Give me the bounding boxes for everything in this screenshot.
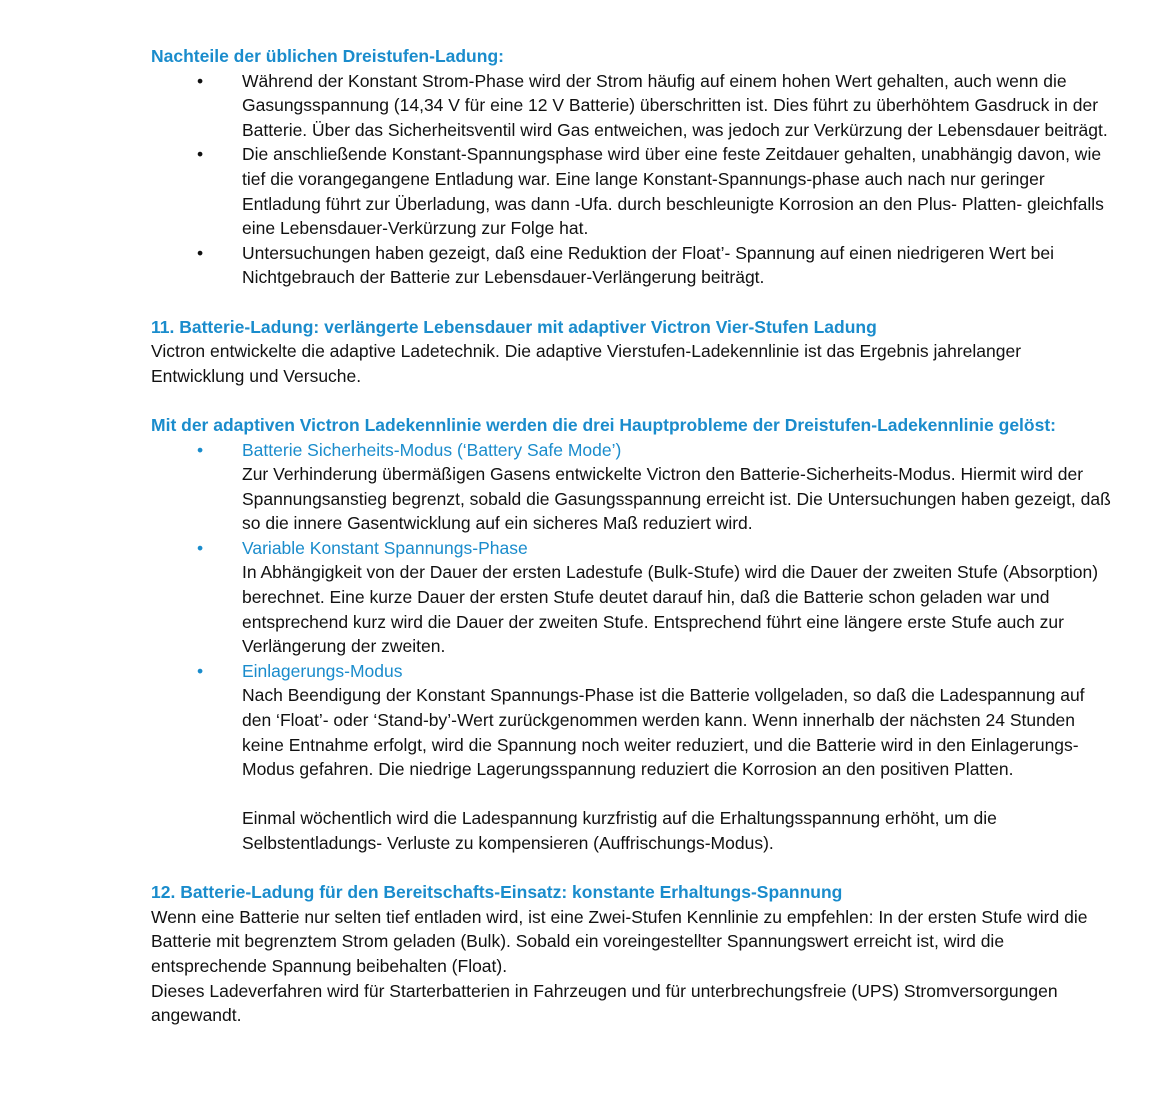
item-text: Nach Beendigung der Konstant Spannungs-Phase ist die Batterie vollgeladen, so daß die Ladespannung auf den ‘Float’- oder ‘Stand-by’-Wert zurückgenommen werden kann. Wenn innerhalb der nächsten 24 Stunden keine Entnahme erfolgt, wird die Spannung noch weiter reduziert, und die Batterie wird in den Einlagerungs-Modus gefahren. Die niedrige Lagerungsspannung reduziert die Korrosion an den positiven Platten.	[242, 685, 1085, 780]
item-text-2: Einmal wöchentlich wird die Ladespannung kurzfristig auf die Erhaltungsspannung erhöht, um die Selbstentladungs- Verluste zu kompensieren (Auffrischungs-Modus).	[242, 808, 997, 853]
section-12-text: Wenn eine Batterie nur selten tief entladen wird, ist eine Zwei-Stufen Kennlinie zu empfehlen: In der ersten Stufe wird die Batterie mit begrenztem Strom geladen (Bulk). Sobald ein voreingestellter Spannungswert erreicht ist, wird die entsprechende Spannung beibehalten (Float).	[151, 906, 1088, 976]
bullet-icon: •	[197, 144, 204, 165]
section-11-text: Victron entwickelte die adaptive Ladetechnik. Die adaptive Vierstufen-Ladekennlinie ist das Ergebnis jahrelanger Entwicklung und Versuche.	[151, 341, 1022, 386]
list-item	[151, 69, 1111, 143]
item-title: Einlagerungs-Modus	[242, 660, 403, 681]
bullet-icon: •	[197, 537, 204, 558]
bullet-text: Während der Konstant Strom-Phase wird der Strom häufig auf einem hohen Wert gehalten, auch wenn die Gasungsspannung (14,34 V für eine 12 V Batterie) überschritten ist. Dies führt zu überhöhtem Gasdruck in der Batterie. Über das Sicherheitsventil wird Gas entweichen, was jedoch zur Verkürzung der Lebensdauer beiträgt.	[242, 70, 1108, 140]
list-item	[151, 438, 1111, 536]
list-item	[151, 536, 1111, 659]
heading-section-11: 11. Batterie-Ladung: verlängerte Lebensdauer mit adaptiver Victron Vier-Stufen Ladung	[151, 316, 877, 337]
item-text: In Abhängigkeit von der Dauer der ersten Ladestufe (Bulk-Stufe) wird die Dauer der zweiten Stufe (Absorption) berechnet. Eine kurze Dauer der ersten Stufe deutet darauf hin, daß die Batterie schon geladen war und entsprechend kurz wird die Dauer der zweiten Stufe. Entsprechend führt eine längere erste Stufe auch zur Verlängerung der zweiten.	[242, 562, 1099, 657]
spacer	[242, 782, 1111, 807]
bullet-icon: •	[197, 439, 204, 460]
list-item	[151, 142, 1111, 240]
spacer	[151, 388, 1111, 413]
heading-nachteile: Nachteile der üblichen Dreistufen-Ladung:	[151, 46, 504, 66]
heading-adaptive: Mit der adaptiven Victron Ladekennlinie werden die drei Hauptprobleme der Dreistufen-Ladekennlinie gelöst:	[151, 414, 1056, 435]
spacer	[151, 856, 1111, 881]
item-text: Zur Verhinderung übermäßigen Gasens entwickelte Victron den Batterie-Sicherheits-Modus. Hiermit wird der Spannungsanstieg begrenzt, sobald die Gasungsspannung erreicht ist. Die Untersuchungen haben gezeigt, daß so die innere Gasentwicklung auf ein sicheres Maß reduziert wird.	[242, 464, 1111, 534]
bullet-icon: •	[197, 70, 204, 91]
bullet-icon: •	[197, 242, 204, 263]
item-title: Batterie Sicherheits-Modus (‘Battery Safe Mode’)	[242, 439, 622, 460]
section-12-text-2: Dieses Ladeverfahren wird für Starterbatterien in Fahrzeugen und für unterbrechungsfreie (UPS) Stromversorgungen angewandt.	[151, 980, 1058, 1026]
bullet-icon: •	[197, 660, 204, 681]
bullet-text: Die anschließende Konstant-Spannungsphase wird über eine feste Zeitdauer gehalten, unabhängig davon, wie tief die vorangegangene Entladung war. Eine lange Konstant-Spannungs-phase auch nach nur geringer Entladung führt zur Überladung, was dann -Ufa. durch beschleunigte Korrosion an den Plus- Platten- gleichfalls eine Lebensdauer-Verkürzung zur Folge hat.	[242, 144, 1104, 239]
spacer	[151, 290, 1111, 315]
item-title: Variable Konstant Spannungs-Phase	[242, 537, 528, 558]
heading-section-12: 12. Batterie-Ladung für den Bereitschafts-Einsatz: konstante Erhaltungs-Spannung	[151, 882, 843, 903]
bullet-text: Untersuchungen haben gezeigt, daß eine Reduktion der Float’- Spannung auf einen niedrigeren Wert bei Nichtgebrauch der Batterie zur Lebensdauer-Verlängerung beiträgt.	[242, 242, 1055, 288]
list-item	[151, 659, 1111, 856]
document-page	[151, 44, 1111, 1028]
list-item	[151, 241, 1111, 290]
